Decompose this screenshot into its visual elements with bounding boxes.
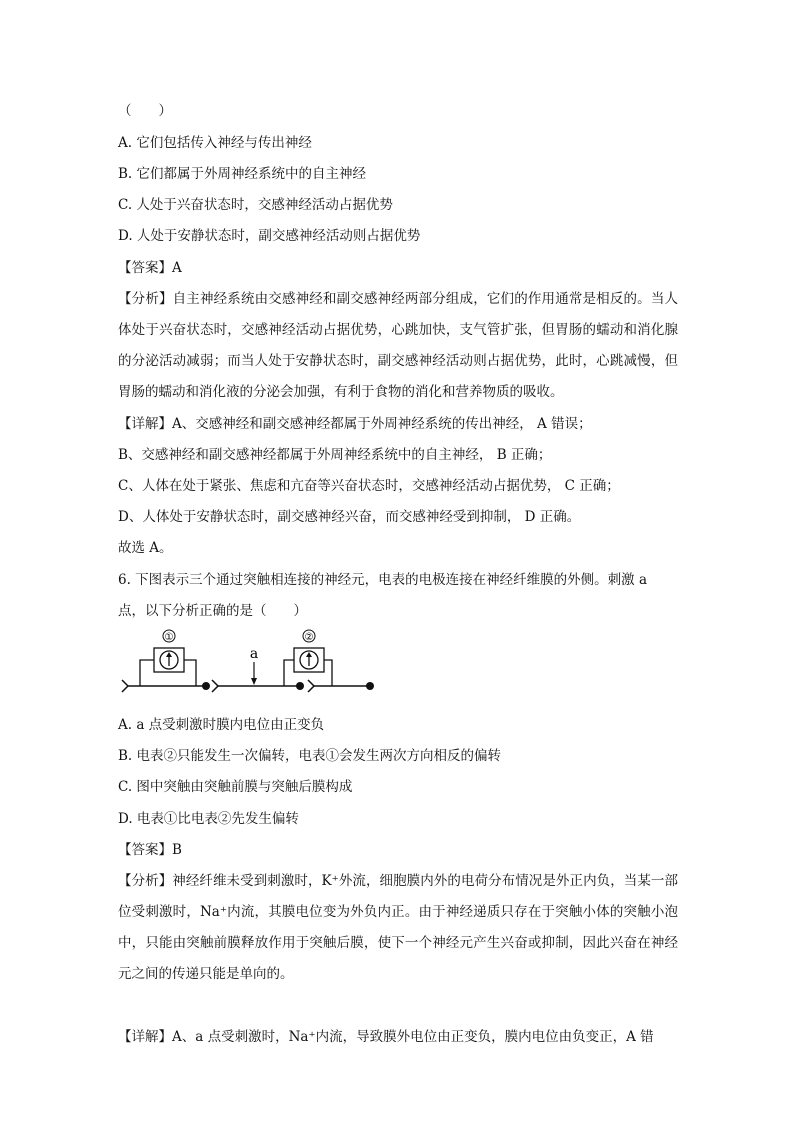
q6-option-a: A. a 点受刺激时膜内电位由正变负	[118, 717, 325, 733]
q5-detail-d: D、人体处于安静状态时，副交感神经兴奋，而交感神经受到抑制， D 正确。	[118, 509, 581, 525]
neuron-2	[212, 680, 304, 692]
q5-option-a: A. 它们包括传入神经与传出神经	[118, 135, 312, 151]
q5-option-c: C. 人处于兴奋状态时，交感神经活动占据优势	[118, 197, 393, 213]
q5-conclusion: 故选 A。	[118, 540, 173, 556]
q6-option-c: C. 图中突触由突触前膜与突触后膜构成	[118, 779, 353, 795]
q5-detail-a: 【详解】A、交感神经和副交感神经都属于外周神经系统的传出神经， A 错误；	[118, 416, 592, 432]
point-a-label: a	[249, 646, 259, 662]
q6-detail-a: 【详解】A、a 点受刺激时，Na⁺内流，导致膜外电位由正变负，膜内电位由负变正，A 错	[118, 1029, 654, 1045]
neuron-1	[122, 680, 210, 692]
q6-stem-line2: 点，以下分析正确的是（ ）	[118, 603, 307, 619]
q5-option-b: B. 它们都属于外周神经系统中的自主神经	[118, 166, 367, 182]
axon-terminal-3	[366, 682, 374, 690]
axon-terminal-1	[202, 682, 210, 690]
q5-answer: 【答案】A	[118, 260, 182, 276]
q5-detail-c: C、人体在处于紧张、焦虑和亢奋等兴奋状态时，交感神经活动占据优势， C 正确；	[118, 478, 620, 494]
q6-answer: 【答案】B	[118, 842, 182, 858]
q5-paren: （ ）	[118, 103, 172, 119]
neuron-diagram	[112, 628, 392, 708]
meter-2	[284, 630, 332, 686]
q5-detail-b: B、交感神经和副交感神经都属于外周神经系统中的自主神经， B 正确；	[118, 447, 552, 463]
q6-option-b: B. 电表②只能发生一次偏转，电表①会发生两次方向相反的偏转	[118, 748, 502, 764]
stimulus-point-a	[250, 646, 258, 685]
q5-analysis: 【分析】自主神经系统由交感神经和副交感神经两部分组成，它们的作用通常是相反的。当人体处于兴奋状态时，交感神经活动占据优势，心跳加快，支气管扩张，但胃肠的蠕动和消化腺的分泌活动减弱；而当人处于安静状态时，副交感神经活动则占据优势，此时，心跳减慢，但胃肠的蠕动和消化液的分泌会加强，有利于食物的消化和营养物质的吸收。	[118, 291, 678, 400]
q5-option-d: D. 人处于安静状态时，副交感神经活动则占据优势	[118, 228, 421, 244]
q6-analysis: 【分析】神经纤维未受到刺激时，K⁺外流，细胞膜内外的电荷分布情况是外正内负，当某一部位受刺激时，Na⁺内流，其膜电位变为外负内正。由于神经递质只存在于突触小体的突触小泡中，只能由突触前膜释放作用于突触后膜，使下一个神经元产生兴奋或抑制，因此兴奋在神经元之间的传递只能是单向的。	[118, 873, 678, 982]
meter-1	[140, 630, 196, 686]
axon-terminal-2	[296, 682, 304, 690]
meter-1-label: ①	[164, 632, 174, 643]
meter-2-label: ②	[304, 632, 314, 643]
q6-option-d: D. 电表①比电表②先发生偏转	[118, 811, 299, 827]
q6-stem-line1: 6. 下图表示三个通过突触相连接的神经元，电表的电极连接在神经纤维膜的外侧。刺激 a	[118, 572, 648, 588]
neuron-3	[308, 680, 374, 692]
